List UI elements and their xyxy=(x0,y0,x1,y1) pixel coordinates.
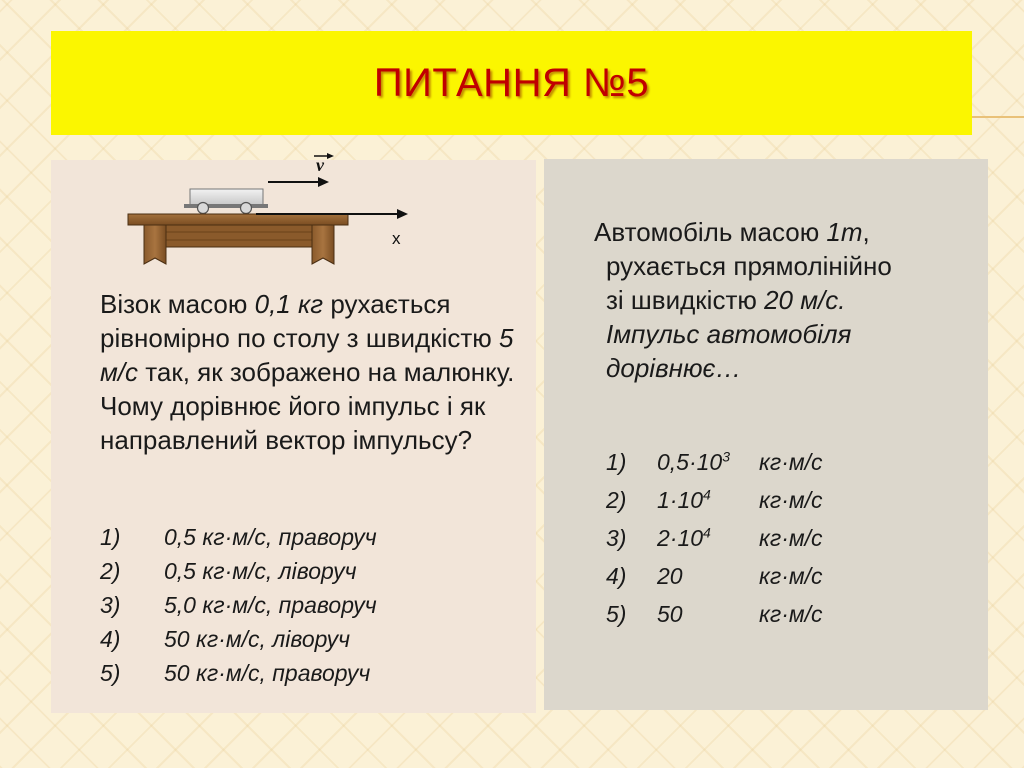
answer-option-2[interactable]: 2) $1\cdot 10^4$ кг·м/с xyxy=(606,486,823,513)
table xyxy=(128,214,348,264)
question-2-line: Автомобіль масою 1т, xyxy=(594,217,870,247)
answer-option-1[interactable]: 1) $0,5\cdot 10^3$ кг·м/с xyxy=(606,448,823,475)
cart xyxy=(184,189,268,214)
question-2-line: зі швидкістю 20 м/с. xyxy=(606,285,846,315)
answer-option-5[interactable]: 5) 50 кг·м/с xyxy=(606,601,823,627)
question-2-line: рухається прямолінійно xyxy=(606,251,892,281)
answer-option-4[interactable]: 4) 20 кг·м/с xyxy=(606,563,823,589)
question-2-line: Імпульс автомобіля xyxy=(606,319,852,349)
answer-option-3[interactable]: 3) $2\cdot 10^4$ кг·м/с xyxy=(606,524,823,551)
title-band xyxy=(51,31,972,135)
decorative-rule xyxy=(972,116,1024,118)
svg-text:v: v xyxy=(316,155,324,175)
answer-option-2[interactable]: 2) 0,5 кг·м/с, ліворуч xyxy=(100,558,357,584)
answer-option-1[interactable]: 1) 0,5 кг·м/с, праворуч xyxy=(100,524,377,550)
cart-on-table-diagram xyxy=(120,148,420,273)
question-2-line: дорівнює… xyxy=(606,353,742,383)
answer-option-4[interactable]: 4) 50 кг·м/с, ліворуч xyxy=(100,626,351,652)
question-1-text: Візок масою 0,1 кг рухається рівномірно по столу з швидкістю 5 м/с так, як зображено на малюнку. Чому дорівнює його імпульс і як направлений вектор імпульсу? xyxy=(100,289,515,455)
answer-option-3[interactable]: 3) 5,0 кг·м/с, праворуч xyxy=(100,592,377,618)
question-2-options xyxy=(606,443,823,633)
answer-option-5[interactable]: 5) 50 кг·м/с, праворуч xyxy=(100,660,371,686)
velocity-vector xyxy=(268,177,329,187)
svg-text:x: x xyxy=(392,229,401,248)
velocity-label xyxy=(314,153,334,175)
slide-title: ПИТАННЯ №5 xyxy=(373,61,650,105)
question-2-text xyxy=(594,215,974,385)
question-1-options xyxy=(100,520,377,690)
